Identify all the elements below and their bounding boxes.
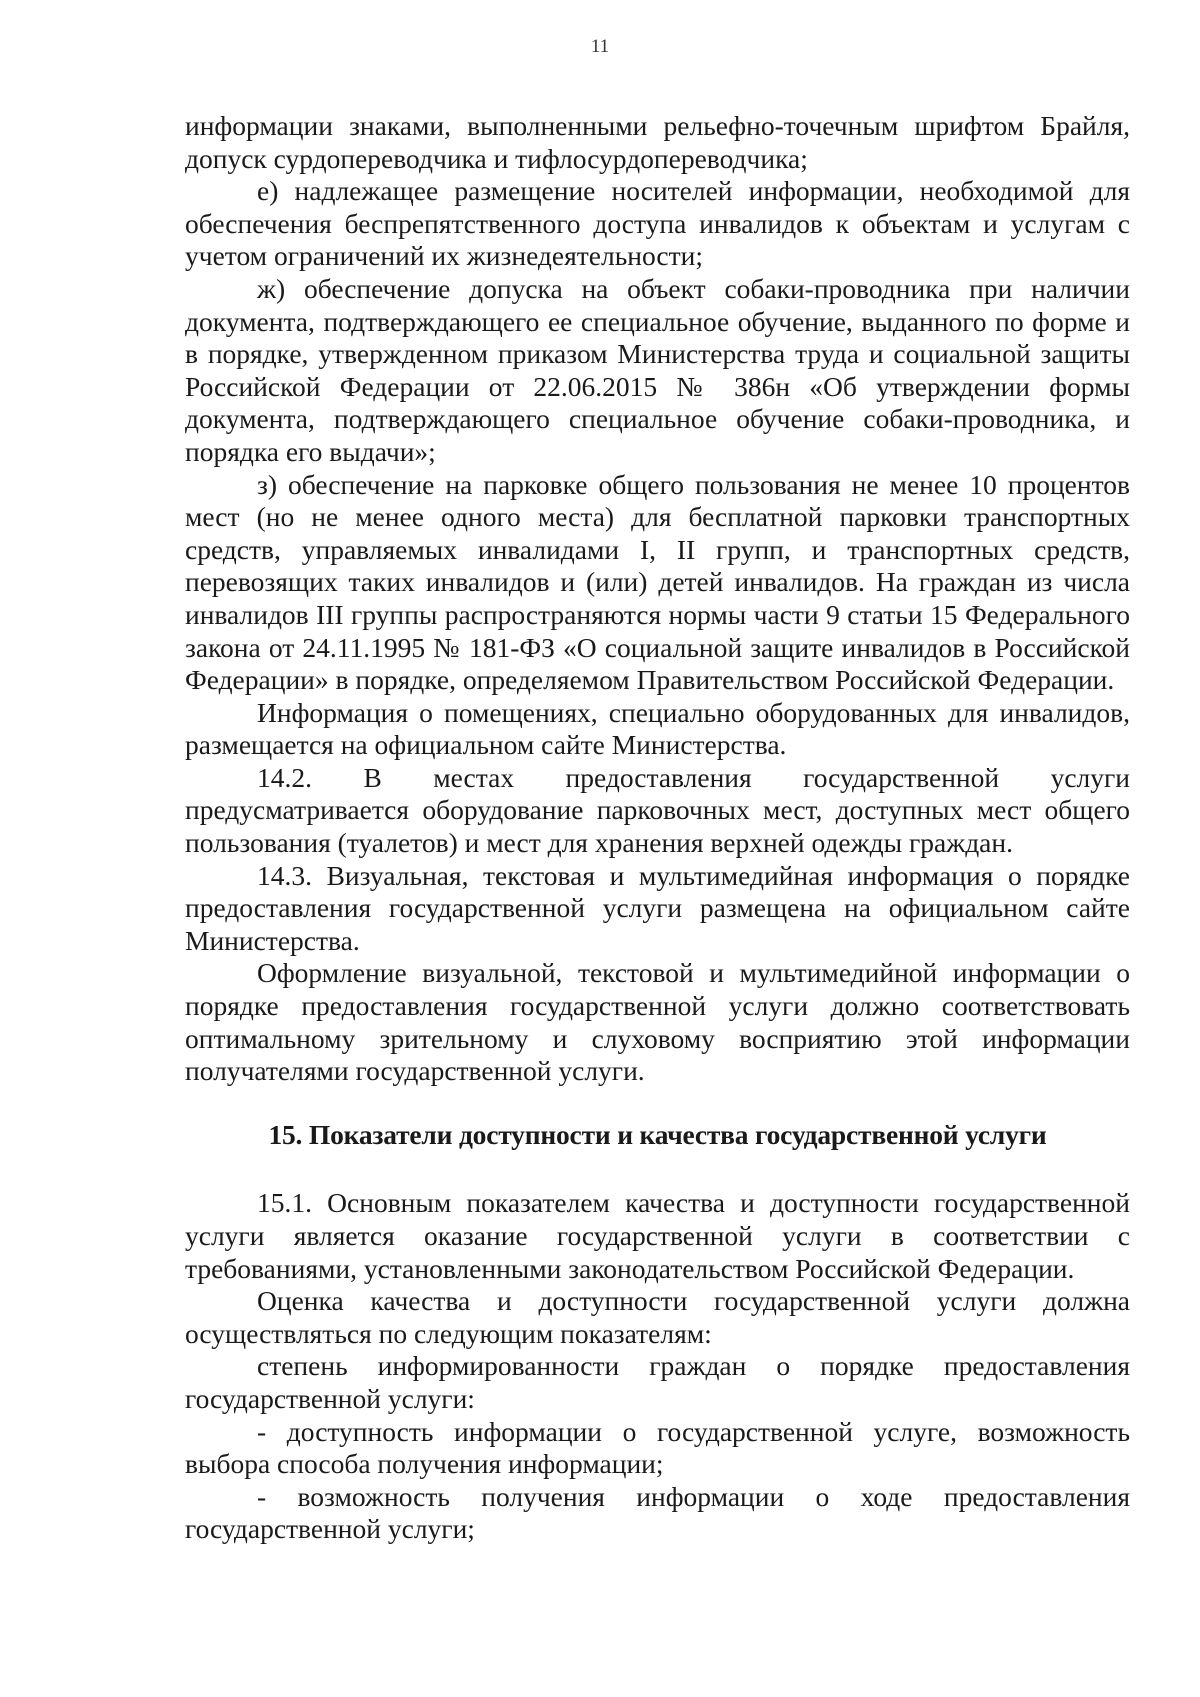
paragraph: е) надлежащее размещение носителей информации, необходимой для обеспечения беспрепятственного доступа инвалидов к объектам и услугам с учетом ограничений их жизнедеятельности; bbox=[185, 175, 1130, 272]
section-heading: 15. Показатели доступности и качества государственной услуги bbox=[268, 1118, 1047, 1150]
paragraph: Информация о помещениях, специально оборудованных для инвалидов, размещается на официальном сайте Министерства. bbox=[185, 696, 1130, 761]
paragraph: з) обеспечение на парковке общего пользования не менее 10 процентов мест (но не менее одного места) для бесплатной парковки транспортных средств, управляемых инвалидами I, II групп, и транспортных средств, перевозящих таких инвалидов и (или) детей инвалидов. На граждан из числа инвалидов III группы распространяются нормы части 9 статьи 15 Федерального закона от 24.11.1995 № 181-ФЗ «О социальной защите инвалидов в Российской Федерации» в порядке, определяемом Правительством Российской Федерации. bbox=[185, 468, 1130, 696]
paragraph: Оформление визуальной, текстовой и мультимедийной информации о порядке предоставления государственной услуги должно соответствовать оптимальному зрительному и слуховому восприятию этой информации получателями государственной услуги. bbox=[185, 957, 1130, 1087]
document-body bbox=[185, 110, 1130, 1546]
paragraph: 14.3. Визуальная, текстовая и мультимедийная информация о порядке предоставления государственной услуги размещена на официальном сайте Министерства. bbox=[185, 859, 1130, 956]
paragraph: - возможность получения информации о ходе предоставления государственной услуги; bbox=[185, 1480, 1130, 1545]
paragraph: ж) обеспечение допуска на объект собаки-проводника при наличии документа, подтверждающего ее специальное обучение, выданного по форме и в порядке, утвержденном приказом Министерства труда и социальной защиты Российской Федерации от 22.06.2015 № 386н «Об утверждении формы документа, подтверждающего специальное обучение собаки-проводника, и порядка его выдачи»; bbox=[185, 272, 1130, 467]
paragraph: Оценка качества и доступности государственной услуги должна осуществляться по следующим показателям: bbox=[185, 1285, 1130, 1349]
paragraph: 15.1. Основным показателем качества и доступности государственной услуги является оказание государственной услуги в соответствии с требованиями, установленными законодательством Российской Федерации. bbox=[185, 1187, 1130, 1284]
paragraph: информации знаками, выполненными рельефно-точечным шрифтом Брайля, допуск сурдопереводчика и тифлосурдопереводчика; bbox=[185, 110, 1130, 174]
paragraph: - доступность информации о государственной услуге, возможность выбора способа получения информации; bbox=[185, 1415, 1130, 1480]
paragraph: степень информированности граждан о порядке предоставления государственной услуги: bbox=[185, 1350, 1130, 1414]
paragraph: 14.2. В местах предоставления государственной услуги предусматривается оборудование парковочных мест, доступных мест общего пользования (туалетов) и мест для хранения верхней одежды граждан. bbox=[185, 761, 1130, 859]
page-number: 11 bbox=[590, 36, 610, 57]
